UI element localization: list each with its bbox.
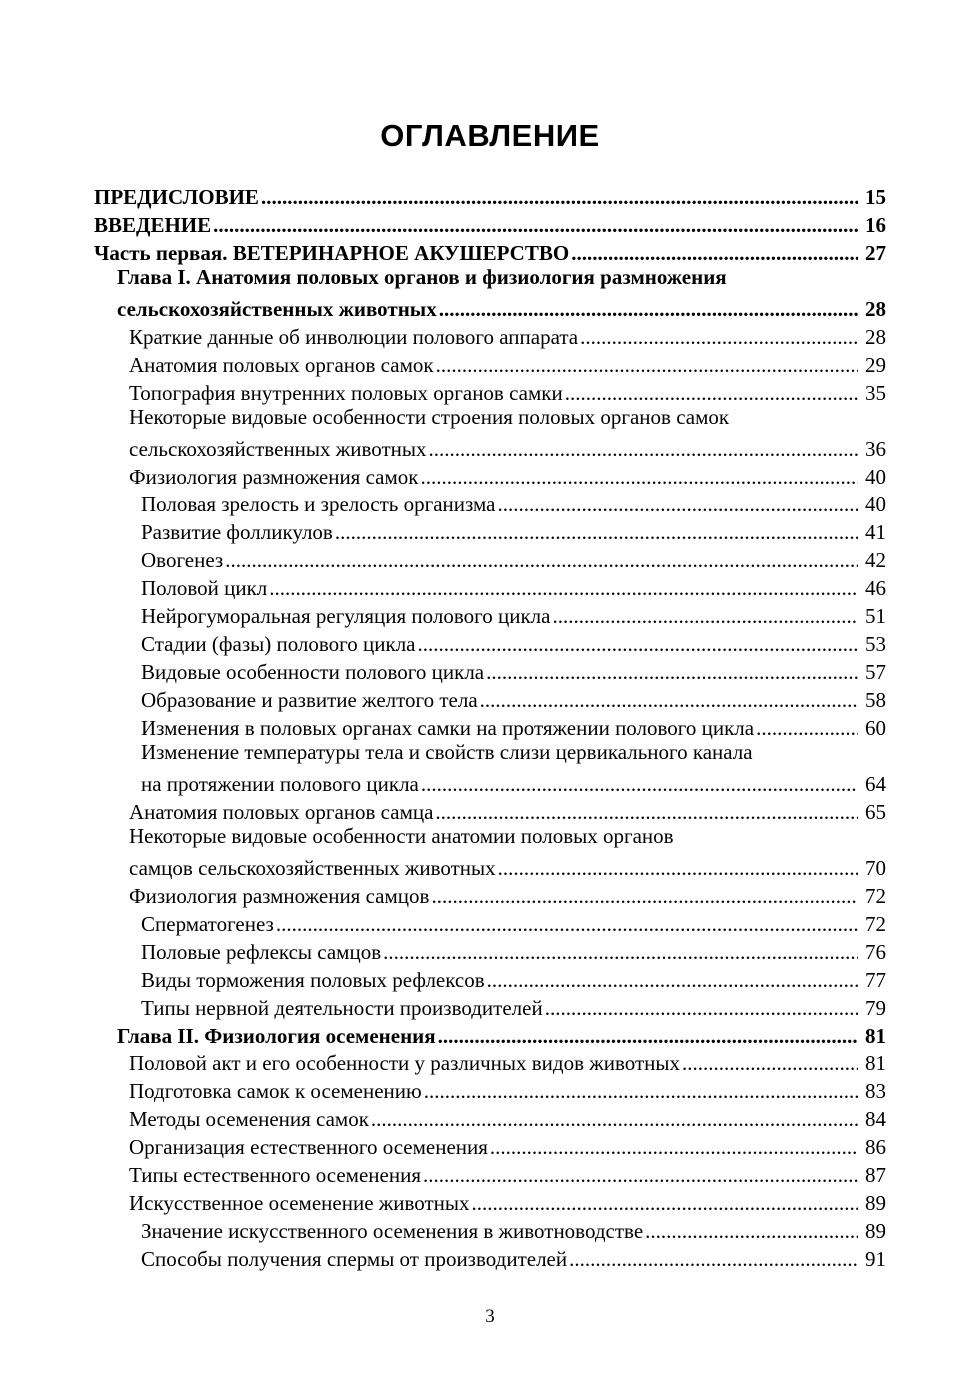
dot-leader	[439, 297, 858, 321]
toc-entry	[129, 377, 886, 405]
dot-leader	[213, 213, 858, 237]
dot-leader	[424, 1079, 858, 1103]
toc-entry	[129, 405, 886, 433]
toc-entry	[129, 1103, 886, 1131]
toc-entry-title: Анатомия половых органов самок	[129, 353, 434, 377]
toc-entry-page: 42	[865, 548, 886, 572]
toc-entry	[141, 768, 886, 796]
toc-entry-page: 65	[865, 800, 886, 824]
toc-entry-title: самцов сельскохозяйственных животных	[129, 856, 496, 880]
toc-entry-title: Физиология размножения самок	[129, 465, 419, 489]
toc-entry-title: Виды торможения половых рефлексов	[141, 968, 485, 992]
toc-entry-page: 87	[865, 1163, 886, 1187]
toc-entry	[141, 572, 886, 600]
toc-entry	[129, 1075, 886, 1103]
toc-entry-title: Образование и развитие желтого тела	[141, 688, 478, 712]
dot-leader	[431, 884, 858, 908]
toc-entry-page: 29	[865, 353, 886, 377]
toc-entry-title: Часть первая. ВЕТЕРИНАРНОЕ АКУШЕРСТВО	[94, 241, 570, 265]
toc-entry-page: 15	[865, 185, 886, 209]
toc-entry-page: 70	[865, 856, 886, 880]
toc-entry-title: Нейрогуморальная регуляция полового цикла	[141, 604, 551, 628]
toc-entry-title: Половые рефлексы самцов	[141, 940, 382, 964]
toc-entry-page: 79	[865, 996, 886, 1020]
toc-entry-title: ПРЕДИСЛОВИЕ	[94, 185, 259, 209]
toc-entry	[129, 349, 886, 377]
toc-entry	[141, 964, 886, 992]
toc-entry-title: Типы естественного осеменения	[129, 1163, 421, 1187]
toc-entry-page: 16	[865, 213, 886, 237]
toc-entry-title: Некоторые видовые особенности строения половых органов самок	[129, 405, 730, 429]
toc-entry	[141, 488, 886, 516]
toc-entry	[129, 461, 886, 489]
dot-leader	[486, 660, 858, 684]
dot-leader	[487, 968, 858, 992]
toc-entry-title: Физиология размножения самцов	[129, 884, 430, 908]
dot-leader	[423, 1163, 858, 1187]
toc-entry-page: 76	[865, 940, 886, 964]
toc-entry	[129, 1159, 886, 1187]
dot-leader	[498, 856, 858, 880]
toc-entry-page: 46	[865, 576, 886, 600]
toc-entry-page: 41	[865, 520, 886, 544]
toc-entry	[94, 181, 886, 209]
toc-entry-title: Анатомия половых органов самца	[129, 800, 434, 824]
dot-leader	[490, 1135, 858, 1159]
toc-entry-page: 57	[865, 660, 886, 684]
toc-entry-title: Некоторые видовые особенности анатомии половых органов	[129, 824, 674, 848]
toc-entry	[141, 628, 886, 656]
toc-entry-title: Половая зрелость и зрелость организма	[141, 492, 496, 516]
toc-entry	[94, 209, 886, 237]
toc-entry	[141, 908, 886, 936]
toc-entry-page: 81	[865, 1024, 886, 1048]
toc-entry-page: 81	[865, 1051, 886, 1075]
dot-leader	[436, 353, 858, 377]
dot-leader	[682, 1051, 858, 1075]
toc-entry	[141, 656, 886, 684]
toc-entry-title: Топография внутренних половых органов самки	[129, 381, 563, 405]
dot-leader	[383, 940, 858, 964]
dot-leader	[498, 492, 859, 516]
toc-entry-title: Типы нервной деятельности производителей	[141, 996, 543, 1020]
dot-leader	[276, 912, 858, 936]
toc-entry-title: Стадии (фазы) полового цикла	[141, 632, 416, 656]
toc-entry-title: Развитие фолликулов	[141, 520, 333, 544]
toc-entry	[129, 796, 886, 824]
toc-entry-page: 35	[865, 381, 886, 405]
toc-entry-page: 51	[865, 604, 886, 628]
toc-entry-title: сельскохозяйственных животных	[129, 437, 427, 461]
toc-entry-page: 89	[865, 1191, 886, 1215]
toc-entry-title: ВВЕДЕНИЕ	[94, 213, 212, 237]
toc-entry	[141, 740, 886, 768]
dot-leader	[552, 604, 858, 628]
dot-leader	[421, 772, 858, 796]
toc-entry-page: 91	[865, 1247, 886, 1271]
dot-leader	[435, 800, 858, 824]
toc-entry	[129, 1047, 886, 1075]
dot-leader	[418, 632, 859, 656]
toc-entry	[141, 544, 886, 572]
toc-entry-title: Глава II. Физиология осеменения	[117, 1024, 436, 1048]
toc-entry	[129, 824, 886, 852]
toc-entry-page: 58	[865, 688, 886, 712]
toc-entry-title: Изменения в половых органах самки на протяжении полового цикла	[141, 716, 755, 740]
toc-entry-page: 77	[865, 968, 886, 992]
toc-entry-title: Глава I. Анатомия половых органов и физиология размножения	[117, 265, 727, 289]
toc-entry-page: 64	[865, 772, 886, 796]
dot-leader	[480, 688, 858, 712]
toc-entry-page: 27	[865, 241, 886, 265]
toc-entry	[129, 1187, 886, 1215]
toc-entry-title: Видовые особенности полового цикла	[141, 660, 485, 684]
dot-leader	[225, 548, 858, 572]
dot-leader	[571, 241, 858, 265]
toc-entry-title: Изменение температуры тела и свойств слизи цервикального канала	[141, 740, 753, 764]
dot-leader	[269, 576, 858, 600]
toc-entry	[141, 936, 886, 964]
toc-entry-page: 28	[865, 297, 886, 321]
toc-entry-page: 72	[865, 884, 886, 908]
dot-leader	[545, 996, 858, 1020]
toc-entry	[141, 516, 886, 544]
toc-entry-title: Искусственное осеменение животных	[129, 1191, 470, 1215]
dot-leader	[472, 1191, 858, 1215]
toc-entry	[129, 433, 886, 461]
toc-entry	[129, 321, 886, 349]
toc-entry-page: 83	[865, 1079, 886, 1103]
toc-entry	[129, 1131, 886, 1159]
toc-entry	[141, 600, 886, 628]
toc-entry-title: Овогенез	[141, 548, 224, 572]
toc-entry-page: 72	[865, 912, 886, 936]
dot-leader	[645, 1219, 858, 1243]
toc-entry	[141, 684, 886, 712]
dot-leader	[565, 381, 858, 405]
toc-entry-title: на протяжении полового цикла	[141, 772, 419, 796]
toc-entry-title: Половой акт и его особенности у различных видов животных	[129, 1051, 681, 1075]
dot-leader	[580, 325, 858, 349]
toc-entry	[94, 237, 886, 265]
toc-entry-title: Способы получения спермы от производителей	[141, 1247, 568, 1271]
toc-entry	[117, 293, 886, 321]
toc-entry-page: 40	[865, 465, 886, 489]
dot-leader	[756, 716, 858, 740]
dot-leader	[569, 1247, 858, 1271]
toc-entry	[141, 1243, 886, 1271]
toc-entry	[141, 712, 886, 740]
toc-entry-page: 86	[865, 1135, 886, 1159]
dot-leader	[438, 1024, 858, 1048]
toc-entry-page: 40	[865, 492, 886, 516]
toc-entry	[129, 880, 886, 908]
dot-leader	[261, 185, 858, 209]
toc-entry-page: 28	[865, 325, 886, 349]
toc-entry-title: Значение искусственного осеменения в животноводстве	[141, 1219, 644, 1243]
toc-entry-page: 36	[865, 437, 886, 461]
dot-leader	[429, 437, 859, 461]
toc-entry	[141, 992, 886, 1020]
toc-entry-page: 53	[865, 632, 886, 656]
toc-entry-title: Сперматогенез	[141, 912, 274, 936]
toc-entry	[129, 852, 886, 880]
dot-leader	[371, 1107, 858, 1131]
toc-entry-title: Половой цикл	[141, 576, 268, 600]
toc-entry-title: Методы осеменения самок	[129, 1107, 369, 1131]
toc-entry	[141, 1215, 886, 1243]
toc-entry-title: Краткие данные об инволюции полового аппарата	[129, 325, 579, 349]
toc-entry-page: 84	[865, 1107, 886, 1131]
toc-entry-page: 89	[865, 1219, 886, 1243]
toc-entry-title: Подготовка самок к осеменению	[129, 1079, 422, 1103]
toc-entry	[117, 1020, 886, 1048]
toc-entry-title: сельскохозяйственных животных	[117, 297, 437, 321]
dot-leader	[420, 465, 858, 489]
dot-leader	[335, 520, 858, 544]
page-title: ОГЛАВЛЕНИЕ	[380, 118, 600, 153]
toc-entry-page: 60	[865, 716, 886, 740]
page-number: 3	[485, 1306, 495, 1327]
toc-entry-title: Организация естественного осеменения	[129, 1135, 488, 1159]
toc-entry	[117, 265, 886, 293]
